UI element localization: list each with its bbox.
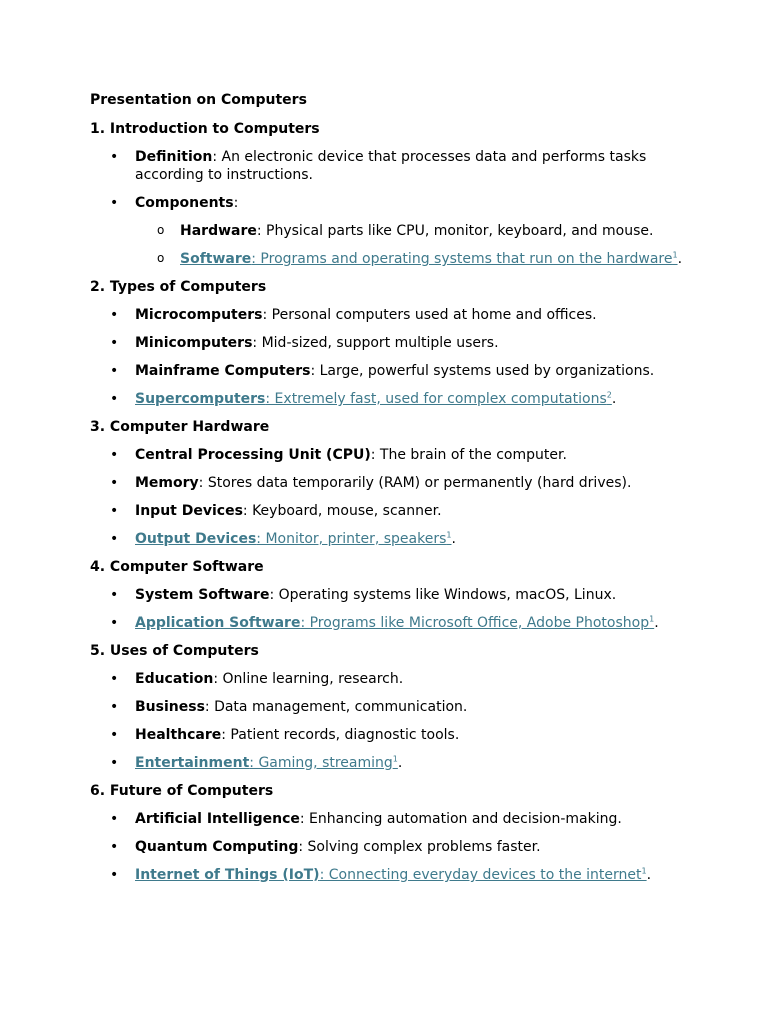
item-term: Memory: [135, 475, 199, 491]
list-item: [90, 502, 690, 520]
section-heading: 2. Types of Computers: [90, 279, 267, 295]
item-text: : Extremely fast, used for complex computations: [265, 391, 607, 407]
item-term: Entertainment: [135, 755, 250, 771]
bullet-icon: •: [110, 447, 119, 463]
document-body: [90, 91, 690, 894]
section-heading: 1. Introduction to Computers: [90, 121, 320, 137]
item-text: : Large, powerful systems used by organizations.: [310, 363, 655, 379]
item-text: : Patient records, diagnostic tools.: [221, 727, 460, 743]
list-item: [90, 586, 690, 604]
item-text: :: [233, 195, 239, 211]
item-term: Education: [135, 671, 214, 687]
bullet-icon: •: [110, 195, 119, 211]
item-text: : Keyboard, mouse, scanner.: [242, 503, 442, 519]
item-text: : Data management, communication.: [204, 699, 468, 715]
item-text: : An electronic device that processes data and performs tasks according to instructions.: [135, 149, 647, 183]
footnote-link[interactable]: [180, 251, 678, 267]
list-item: [90, 194, 690, 212]
item-term: Microcomputers: [135, 307, 263, 323]
list-item: [90, 698, 690, 716]
item-text: : Physical parts like CPU, monitor, keyboard, and mouse.: [256, 223, 654, 239]
footnote-link[interactable]: [135, 391, 612, 407]
bullet-icon: •: [110, 811, 119, 827]
item-term: Software: [180, 251, 252, 267]
item-end: .: [451, 531, 456, 547]
item-end: .: [397, 755, 403, 771]
item-term: Business: [135, 699, 205, 715]
footnote-ref: 1: [392, 754, 398, 764]
item-text: : Monitor, printer, speakers: [256, 531, 447, 547]
bullet-icon: •: [110, 755, 119, 771]
item-text: : Enhancing automation and decision-making.: [299, 811, 622, 827]
document-title: Presentation on Computers: [90, 92, 307, 108]
sub-list-item: [90, 222, 690, 240]
item-term: Central Processing Unit (CPU): [135, 447, 371, 463]
footnote-link[interactable]: [135, 615, 654, 631]
item-text: : Personal computers used at home and offices.: [262, 307, 597, 323]
item-text: : Mid-sized, support multiple users.: [252, 335, 499, 351]
item-term: Quantum Computing: [135, 839, 299, 855]
footnote-ref: 2: [606, 390, 612, 400]
list-item: [90, 530, 690, 548]
bullet-icon: •: [110, 699, 119, 715]
item-text: : Operating systems like Windows, macOS, Linux.: [269, 587, 617, 603]
bullet-icon: •: [110, 391, 119, 407]
section-heading: 3. Computer Hardware: [90, 419, 270, 435]
item-text: : Gaming, streaming: [249, 755, 393, 771]
bullet-icon: •: [110, 503, 119, 519]
item-end: .: [677, 251, 683, 267]
item-text: : The brain of the computer.: [370, 447, 567, 463]
item-term: Components: [135, 195, 234, 211]
item-term: Supercomputers: [135, 391, 266, 407]
item-term: Internet of Things (IoT): [135, 867, 320, 883]
bullet-icon: •: [110, 475, 119, 491]
item-term: System Software: [135, 587, 270, 603]
bullet-icon: •: [110, 867, 119, 883]
list-item: [90, 726, 690, 744]
item-term: Input Devices: [135, 503, 243, 519]
item-term: Hardware: [180, 223, 257, 239]
section-heading: 4. Computer Software: [90, 559, 264, 575]
list-item: [90, 306, 690, 324]
bullet-icon: •: [110, 671, 119, 687]
bullet-icon: •: [110, 149, 119, 165]
section-heading: 5. Uses of Computers: [90, 643, 259, 659]
bullet-icon: •: [110, 587, 119, 603]
item-text: : Solving complex problems faster.: [298, 839, 541, 855]
sub-list-item: [90, 250, 690, 268]
item-end: .: [611, 391, 617, 407]
bullet-icon: •: [110, 839, 119, 855]
footnote-ref: 1: [672, 250, 678, 260]
item-text: : Programs and operating systems that run on the hardware: [251, 251, 673, 267]
list-item: [90, 866, 690, 884]
list-item: [90, 670, 690, 688]
list-item: [90, 334, 690, 352]
list-item: [90, 474, 690, 492]
section-heading: 6. Future of Computers: [90, 783, 274, 799]
list-item: [90, 754, 690, 772]
footnote-link[interactable]: [135, 867, 647, 883]
item-term: Healthcare: [135, 727, 222, 743]
footnote-ref: 1: [446, 530, 452, 540]
list-item: [90, 446, 690, 464]
item-end: .: [654, 615, 659, 631]
list-item: [90, 838, 690, 856]
item-text: : Programs like Microsoft Office, Adobe Photoshop: [300, 615, 650, 631]
item-term: Definition: [135, 149, 213, 165]
item-term: Mainframe Computers: [135, 363, 311, 379]
circle-bullet-icon: o: [157, 251, 165, 265]
bullet-icon: •: [110, 531, 119, 547]
list-item: [90, 148, 690, 184]
footnote-ref: 1: [649, 614, 655, 624]
list-item: [90, 390, 690, 408]
bullet-icon: •: [110, 307, 119, 323]
list-item: [90, 810, 690, 828]
bullet-icon: •: [110, 615, 119, 631]
item-end: .: [646, 867, 652, 883]
bullet-icon: •: [110, 363, 119, 379]
item-text: : Online learning, research.: [213, 671, 404, 687]
item-text: : Stores data temporarily (RAM) or permanently (hard drives).: [198, 475, 632, 491]
list-item: [90, 362, 690, 380]
footnote-link[interactable]: [135, 531, 451, 547]
footnote-ref: 1: [641, 866, 647, 876]
item-term: Artificial Intelligence: [135, 811, 300, 827]
circle-bullet-icon: o: [157, 223, 165, 237]
item-term: Output Devices: [135, 531, 257, 547]
item-term: Minicomputers: [135, 335, 253, 351]
bullet-icon: •: [110, 727, 119, 743]
bullet-icon: •: [110, 335, 119, 351]
list-item: [90, 614, 690, 632]
footnote-link[interactable]: [135, 755, 398, 771]
item-text: : Connecting everyday devices to the internet: [319, 867, 642, 883]
item-term: Application Software: [135, 615, 301, 631]
